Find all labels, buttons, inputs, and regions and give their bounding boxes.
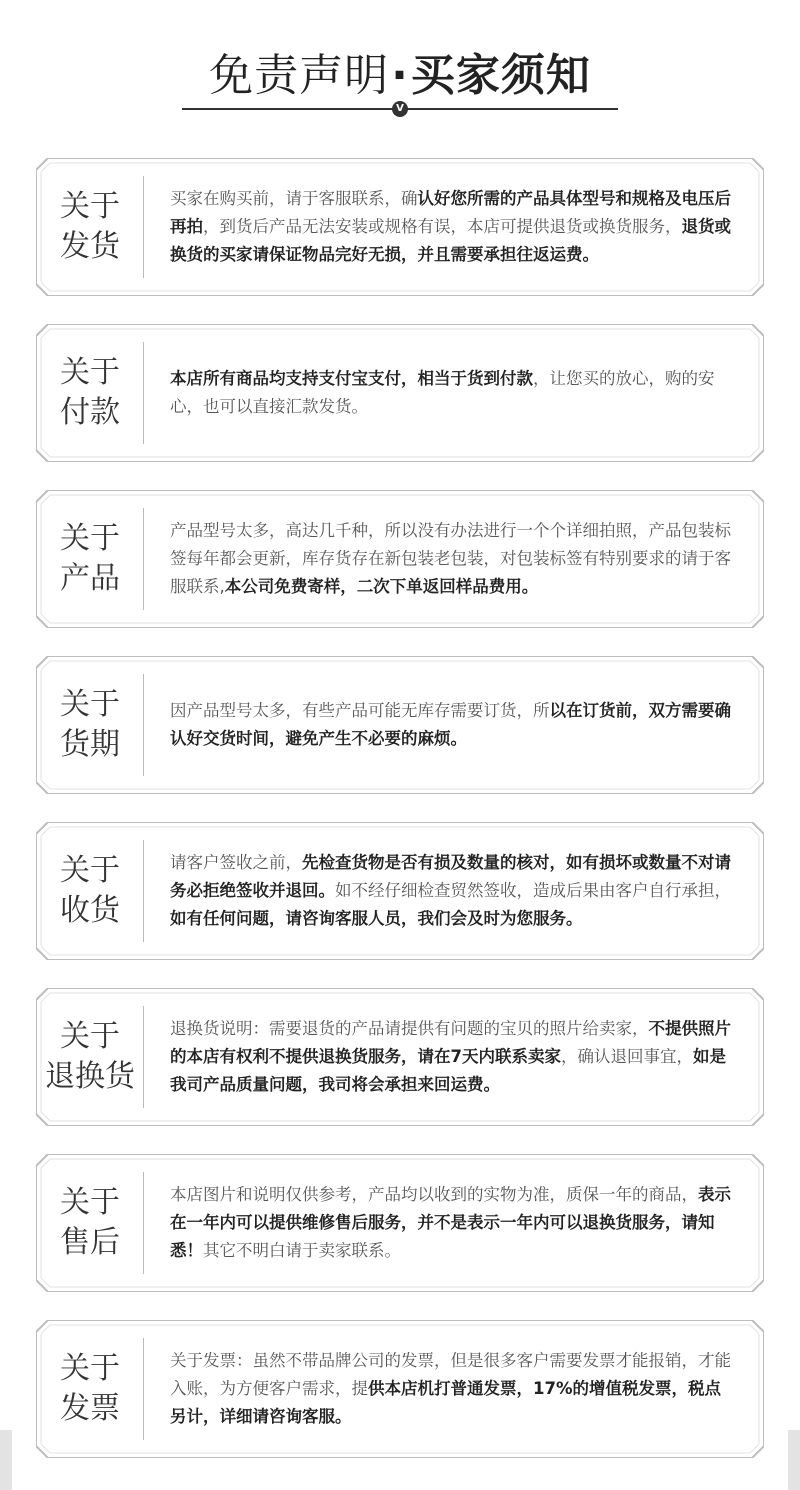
section-label-line: 关于: [60, 1351, 120, 1386]
body-text: 因产品型号太多，有些产品可能无库存需要订货，所: [170, 701, 550, 720]
header: [0, 0, 800, 130]
section-label: [36, 822, 144, 960]
section-label: [36, 158, 144, 296]
body-text: 退换货说明：需要退货的产品请提供有问题的宝贝的照片给卖家，: [170, 1019, 649, 1038]
section-label-line: 关于: [60, 687, 120, 722]
notice-card: [36, 1320, 764, 1458]
section-label-line: 关于: [60, 521, 120, 556]
emphasis-text: 供本店机打普通发票，17%的增值税发票，税点另计，详细请咨询客服。: [170, 1379, 721, 1426]
section-label: [36, 656, 144, 794]
card-divider: [143, 674, 144, 776]
emphasis-text: 本公司免费寄样，二次下单返回样品费用。: [224, 577, 539, 596]
section-label: [36, 1320, 144, 1458]
body-text: ，让您买的放心，购的安心，也可以直接汇款发货。: [170, 369, 715, 416]
section-text: [170, 1154, 736, 1292]
emphasis-text: 以在订货前，双方需要确认好交货时间，避免产生不必要的麻烦。: [170, 701, 731, 748]
notice-card: [36, 490, 764, 628]
card-divider: [143, 176, 144, 278]
body-text: 产品型号太多，高达几千种，所以没有办法进行一个个详细拍照，产品包装标签每年都会更新，库存货存在新包装老包装，对包装标签有特别要求的请于客服联系,: [170, 521, 731, 596]
body-text: ，确认退回事宜，: [560, 1047, 693, 1066]
section-label-line: 付款: [60, 395, 120, 430]
notice-card: [36, 324, 764, 462]
page-title: [0, 46, 800, 106]
section-label-line: 收货: [60, 893, 120, 928]
section-label-line: 退换货: [45, 1059, 135, 1094]
section-text: [170, 1320, 736, 1458]
body-text: 买家在购买前，请于客服联系，确: [170, 189, 418, 208]
emphasis-text: 退货或换货的买家请保证物品完好无损，并且需要承担往返运费。: [170, 217, 731, 264]
section-label-line: 售后: [60, 1225, 120, 1260]
body-text: 本店图片和说明仅供参考，产品均以收到的实物为准，质保一年的商品，: [170, 1185, 698, 1204]
section-label-line: 产品: [60, 561, 120, 596]
section-label-line: 关于: [60, 1185, 120, 1220]
emphasis-text: 如有任何问题，请咨询客服人员，我们会及时为您服务。: [170, 909, 583, 928]
section-label-line: 发票: [60, 1391, 120, 1426]
section-label: [36, 988, 144, 1126]
section-label: [36, 324, 144, 462]
section-text: [170, 656, 736, 794]
emphasis-text: 先检查货物是否有损及数量的核对，如有损坏或数量不对请务必拒绝签收并退回。: [170, 853, 731, 900]
title-dot: ·: [391, 50, 409, 101]
v-badge-icon: V: [392, 101, 408, 117]
notice-card: [36, 158, 764, 296]
card-divider: [143, 1338, 144, 1440]
section-label-line: 货期: [60, 727, 120, 762]
section-label: [36, 1154, 144, 1292]
body-text: 如不经仔细检查贸然签收，造成后果由客户自行承担，: [335, 881, 731, 900]
section-text: [170, 988, 736, 1126]
body-text: 请客户签收之前，: [170, 853, 302, 872]
section-label-line: 关于: [60, 853, 120, 888]
notice-card: [36, 1154, 764, 1292]
emphasis-text: 本店所有商品均支持支付宝支付，相当于货到付款: [170, 369, 533, 388]
section-text: [170, 822, 736, 960]
section-label-line: 关于: [60, 1019, 120, 1054]
card-divider: [143, 342, 144, 444]
right-edge-shade: [788, 1430, 800, 1490]
notice-card: [36, 988, 764, 1126]
section-label-line: 关于: [60, 189, 120, 224]
section-label-line: 发货: [60, 229, 120, 264]
emphasis-text: 认好您所需的产品具体型号和规格及电压后再拍: [170, 189, 731, 236]
notice-card: [36, 822, 764, 960]
emphasis-text: 不提供照片的本店有权利不提供退换货服务，请在7天内联系卖家: [170, 1019, 731, 1066]
notice-card: [36, 656, 764, 794]
section-label-line: 关于: [60, 355, 120, 390]
card-divider: [143, 1006, 144, 1108]
section-label: [36, 490, 144, 628]
section-text: [170, 490, 736, 628]
section-text: [170, 158, 736, 296]
emphasis-text: 如是我司产品质量问题，我司将会承担来回运费。: [170, 1047, 726, 1094]
title-right: 买家须知: [410, 50, 591, 101]
section-text: [170, 324, 736, 462]
body-text: ，到货后产品无法安装或规格有误，本店可提供退货或换货服务，: [203, 217, 682, 236]
card-divider: [143, 1172, 144, 1274]
card-divider: [143, 840, 144, 942]
body-text: 关于发票：虽然不带品牌公司的发票，但是很多客户需要发票才能报销，才能入账，为方便客户需求，提: [170, 1351, 731, 1398]
emphasis-text: 表示在一年内可以提供维修售后服务，并不是表示一年内可以退换货服务，请知悉！: [170, 1185, 731, 1260]
left-edge-shade: [0, 1430, 12, 1490]
title-left: 免责声明: [209, 50, 390, 101]
body-text: 其它不明白请于卖家联系。: [203, 1241, 401, 1260]
card-divider: [143, 508, 144, 610]
